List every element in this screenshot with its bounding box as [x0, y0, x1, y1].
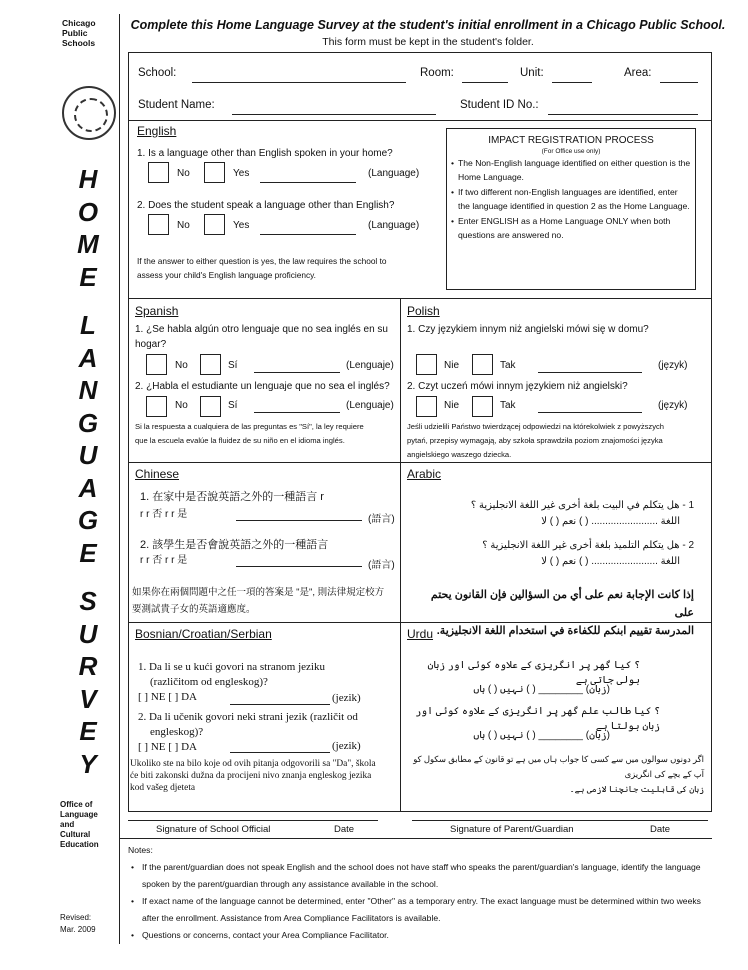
language-label: (jezik) [332, 692, 361, 704]
title-letter: L [80, 310, 96, 340]
unit-label: Unit: [520, 67, 544, 79]
note-line: If the answer to either question is yes, the law requires the school to [137, 256, 387, 266]
folder-note: This form must be kept in the student's folder. [322, 36, 534, 48]
title-letter: A [78, 472, 98, 503]
section-title-arabic: Arabic [407, 467, 442, 481]
arabic-q1: 1 - هل يتكلم في البيت بلغة أخرى غير اللغة الانجليزية ؟ [470, 500, 694, 511]
area-field[interactable] [660, 82, 698, 83]
revised-label: Revised: [60, 913, 92, 922]
divider [128, 622, 712, 623]
office-name [60, 800, 99, 850]
office-line: Office of [60, 800, 93, 809]
note-line: pytań, przepisy wymagają, aby szkoła sprawdziła poziom znajomości języka [407, 436, 663, 445]
note-line: إذا كانت الإجابة نعم على أي من السؤالين فإن القانون يحتم على [430, 589, 694, 619]
note-item: • If exact name of the language cannot be determined, enter "Other" as a temporary entry. The exact language must be determined within two weeks after the enrollment. Assistance from Area Compliance Facilitators is available. [128, 893, 708, 927]
title-letter: G [77, 407, 99, 438]
title-letter: S [79, 586, 97, 616]
bosnian-q2-language-field[interactable] [230, 752, 330, 753]
chinese-q1-options[interactable]: r r 否 r r 是 [140, 509, 188, 520]
yes-label: Tak [500, 360, 516, 371]
english-q2-language-field[interactable] [260, 234, 356, 235]
polish-q2-language-field[interactable] [538, 412, 642, 413]
instruction-header: Complete this Home Language Survey at the student's initial enrollment in a Chicago Public School. [130, 18, 726, 32]
divider [128, 120, 712, 121]
title-letter: G [77, 505, 99, 535]
polish-q1-yes-checkbox[interactable] [472, 354, 493, 375]
school-official-signature-label: Signature of School Official [156, 824, 271, 835]
note-line: će biti zakonski dužna da procijeni nivo znanja engleskog jezika [130, 771, 372, 781]
section-title-chinese: Chinese [135, 467, 180, 481]
bosnian-q1-options[interactable]: [ ] NE [ ] DA [138, 691, 197, 703]
note-line: Si la respuesta a cualquiera de las preguntas es "Sí", la ley requiere [135, 422, 364, 431]
urdu-q2: ؟ کیا طالب علم گھر پر انگریزی کے علاوہ کوئی اور زبان بولتا ہے [415, 706, 660, 732]
divider [128, 462, 712, 463]
divider [128, 298, 712, 299]
note-line: kod vašeg djeteta [130, 783, 196, 793]
section-title-polish: Polish [407, 304, 440, 318]
arabic-q1-options[interactable]: اللغة ........................ ( ) نعم ( ) لا [541, 516, 680, 527]
yes-label: Sí [228, 360, 238, 371]
office-seal-icon [62, 86, 116, 140]
english-q1: 1. Is a language other than English spoken in your home? [137, 148, 393, 159]
room-field[interactable] [462, 82, 508, 83]
note-line: Jeśli udzielili Państwo twierdzącej odpowiedzi na którekolwiek z powyższych [407, 422, 665, 431]
impact-item: • Enter ENGLISH as a Home Language ONLY when both questions are answered no. [451, 214, 691, 242]
student-id-field[interactable] [548, 114, 698, 115]
note-line: 要測試貴子女的英語適應度。 [132, 604, 256, 615]
impact-item: • If two different non-English languages are identified, enter the language identified in question 2 as the Home Language. [451, 185, 691, 213]
bosnian-q2-cont: engleskog)? [150, 726, 204, 738]
impact-subtitle: (For Office use only) [541, 148, 601, 155]
note-line: المدرسة تقييم ابنكم للكفاءة في استخدام اللغة الانجليزية. [436, 625, 694, 637]
section-title-spanish: Spanish [135, 304, 179, 318]
date-label: Date [650, 824, 671, 835]
english-q1-no-checkbox[interactable] [148, 162, 169, 183]
title-letter: U [78, 618, 98, 649]
polish-q2-yes-checkbox[interactable] [472, 396, 493, 417]
org-line: Schools [62, 38, 96, 48]
yes-label: Yes [233, 168, 250, 179]
spanish-legal-note [135, 420, 364, 448]
impact-item: • The Non-English language identified on either question is the Home Language. [451, 156, 691, 184]
title-letter: E [79, 716, 97, 746]
spanish-q1-no-checkbox[interactable] [146, 354, 167, 375]
chinese-q2: 2. 該學生是否會說英語之外的一種語言 [140, 539, 329, 551]
title-letter: O [77, 196, 99, 227]
divider [120, 838, 712, 839]
school-field[interactable] [192, 82, 406, 83]
language-label: (język) [658, 360, 688, 371]
arabic-q2-options[interactable]: اللغة ........................ ( ) نعم ( ) لا [541, 556, 680, 567]
arabic-legal-note [410, 586, 694, 640]
school-official-signature-field[interactable] [128, 820, 378, 821]
bosnian-q1: 1. Da li se u kući govori na stranom jeziku [138, 661, 325, 673]
no-label: Nie [444, 360, 460, 371]
arabic-q2: 2 - هل يتكلم التلميذ بلغة أخرى غير اللغة الانجليزية ؟ [482, 540, 694, 551]
bosnian-legal-note [130, 758, 376, 794]
note-line: اگر دونوں سوالوں میں سے کسی کا جواب ہاں میں ہے تو قانون کے مطابق سکول کو آپ کے بچے کی انگریزی [413, 754, 704, 779]
notes-section [128, 842, 708, 944]
chinese-q2-options[interactable]: r r 否 r r 是 [140, 555, 188, 566]
note-line: angielskiego waszego dziecka. [407, 450, 512, 459]
polish-q2-no-checkbox[interactable] [416, 396, 437, 417]
note-line: que la escuela evalúe la fluidez de su niño en el idioma inglés. [135, 436, 345, 445]
english-q1-language-field[interactable] [260, 182, 356, 183]
no-label: No [175, 400, 188, 411]
language-label: (語言) [368, 560, 395, 571]
office-line: Cultural [60, 830, 91, 839]
language-label: (Language) [368, 168, 420, 179]
note-line: assess your child's English language proficiency. [137, 270, 316, 280]
office-line: Education [60, 840, 99, 849]
urdu-q2-options[interactable]: (زبان) ________ ( ) نہیں ( ) ہاں [473, 730, 610, 741]
parent-signature-field[interactable] [412, 820, 708, 821]
student-id-label: Student ID No.: [460, 99, 539, 111]
language-label: (Lenguaje) [346, 400, 394, 411]
chinese-q1-language-field[interactable] [236, 520, 362, 521]
polish-q2: 2. Czyt uczeń mówi innym językiem niż angielski? [407, 381, 628, 392]
polish-q1: 1. Czy językiem innym niż angielski mówi się w domu? [407, 324, 649, 335]
english-q2: 2. Does the student speak a language other than English? [137, 200, 395, 211]
bosnian-q2: 2. Da li učenik govori neki strani jezik (različit od [138, 711, 358, 723]
org-line: Chicago [62, 18, 96, 28]
area-label: Area: [624, 67, 652, 79]
no-label: No [175, 360, 188, 371]
urdu-legal-note [410, 752, 704, 797]
polish-q1-language-field[interactable] [538, 372, 642, 373]
bosnian-q1-language-field[interactable] [230, 704, 330, 705]
polish-legal-note [407, 420, 664, 462]
spanish-q1-language-field[interactable] [254, 372, 340, 373]
urdu-q1: ؟ کیا گھر پر انگریزی کے علاوہ کوئی اور زبان بولی جاتی ہے [427, 660, 640, 686]
office-line: and [60, 820, 75, 829]
org-name [62, 18, 96, 48]
notes-title: Notes: [128, 845, 153, 855]
title-letter: N [78, 375, 98, 405]
chinese-q1: 1. 在家中是否說英語之外的一種語言 r [140, 491, 324, 503]
title-letter: A [78, 342, 98, 373]
no-label: Nie [444, 400, 460, 411]
title-letter: H [78, 164, 98, 194]
student-name-field[interactable] [232, 114, 436, 115]
note-item: • If the parent/guardian does not speak English and the school does not have staff who speaks the parent/guardian's language, identify the language spoken by the parent/guardian through any assistance available in the school. [128, 859, 708, 893]
title-letter: M [77, 229, 99, 259]
org-line: Public [62, 28, 88, 38]
section-title-bosnian: Bosnian/Croatian/Serbian [135, 627, 272, 641]
spanish-q2: 2. ¿Habla el estudiante un lenguaje que no sea el inglés? [135, 381, 390, 392]
title-letter: E [79, 537, 97, 568]
title-letter: E [79, 261, 97, 292]
unit-field[interactable] [552, 82, 592, 83]
parent-signature-label: Signature of Parent/Guardian [450, 824, 574, 835]
school-label: School: [138, 67, 177, 79]
date-label: Date [334, 824, 355, 835]
note-line: زبان کی قابلیت جانچنا لازمی ہے۔ [569, 784, 704, 794]
title-letter: V [79, 683, 97, 714]
spanish-q2-language-field[interactable] [254, 412, 340, 413]
room-label: Room: [420, 67, 454, 79]
title-letter: R [78, 651, 98, 681]
note-line: 如果你在兩個問題中之任一項的答案是 "是", 則法律規定校方 [132, 587, 385, 598]
spanish-q1: 1. ¿Se habla algún otro lenguaje que no sea inglés en su hogar? [135, 324, 388, 350]
revision-info [60, 912, 96, 936]
spanish-q2-yes-checkbox[interactable] [200, 396, 221, 417]
section-title-urdu: Urdu [407, 627, 434, 641]
no-label: No [177, 168, 190, 179]
title-letter: U [78, 440, 98, 470]
yes-label: Yes [233, 220, 250, 231]
english-q1-yes-checkbox[interactable] [204, 162, 225, 183]
note-line: Ukoliko ste na bilo koje od ovih pitanja odgovorili sa "Da", škola [130, 759, 376, 769]
english-q2-no-checkbox[interactable] [148, 214, 169, 235]
english-q2-yes-checkbox[interactable] [204, 214, 225, 235]
section-title-english: English [137, 124, 177, 138]
language-label: (Lenguaje) [346, 360, 394, 371]
language-label: (Language) [368, 220, 420, 231]
no-label: No [177, 220, 190, 231]
english-legal-note [137, 254, 387, 282]
revised-date: Mar. 2009 [60, 925, 96, 934]
bosnian-q2-options[interactable]: [ ] NE [ ] DA [138, 741, 197, 753]
spanish-q1-yes-checkbox[interactable] [200, 354, 221, 375]
urdu-q1-options[interactable]: (زبان) ________ ( ) نہیں ( ) ہاں [473, 684, 610, 695]
column-divider [400, 298, 401, 812]
title-letter: Y [79, 748, 97, 779]
student-name-label: Student Name: [138, 99, 215, 111]
impact-registration-box [446, 128, 696, 290]
office-line: Language [60, 810, 98, 819]
spanish-q2-no-checkbox[interactable] [146, 396, 167, 417]
note-item: • Questions or concerns, contact your Area Compliance Facilitator. [128, 927, 708, 944]
chinese-q2-language-field[interactable] [236, 566, 362, 567]
yes-label: Tak [500, 400, 516, 411]
language-label: (語言) [368, 514, 395, 525]
bosnian-q1-cont: (različitom od engleskog)? [150, 676, 268, 688]
yes-label: Sí [228, 400, 238, 411]
language-label: (język) [658, 400, 688, 411]
language-label: (jezik) [332, 740, 361, 752]
impact-title: IMPACT REGISTRATION PROCESS [488, 135, 654, 146]
polish-q1-no-checkbox[interactable] [416, 354, 437, 375]
left-sidebar [56, 14, 120, 944]
chinese-legal-note [132, 584, 384, 618]
